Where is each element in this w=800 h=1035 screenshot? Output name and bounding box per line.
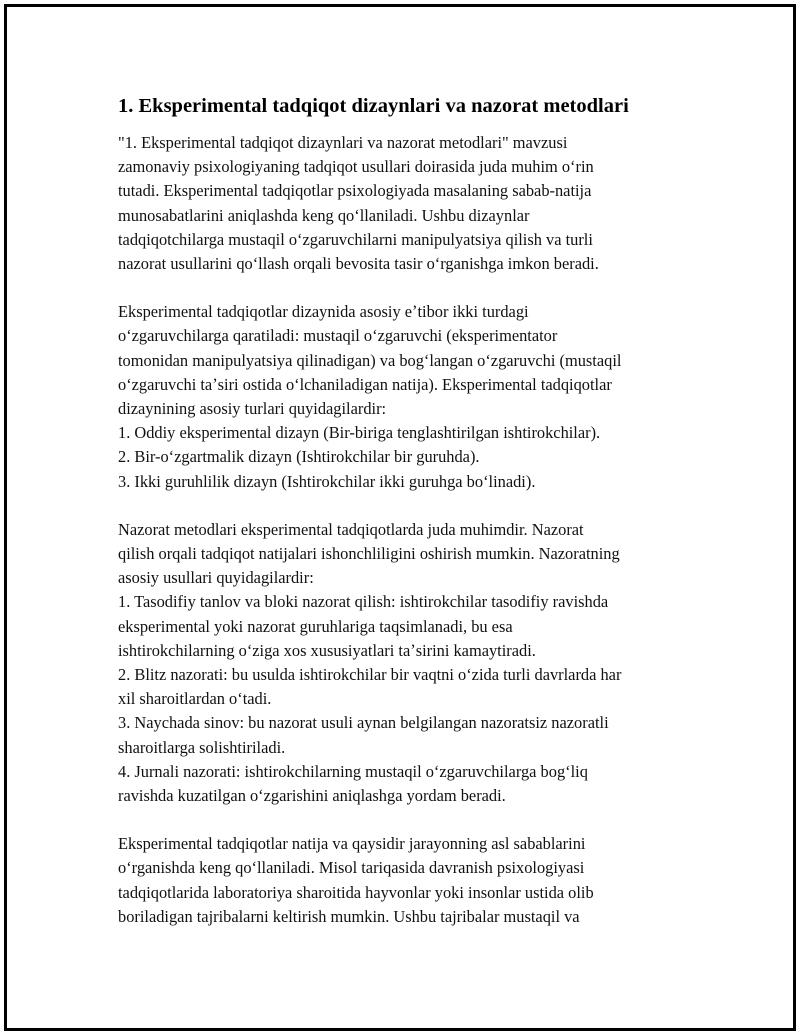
text-line: nazorat usullarini qoʻllash orqali bevosita tasir oʻrganishga imkon beradi. (118, 254, 599, 274)
text-line: tomonidan manipulyatsiya qilinadigan) va bogʻlangan oʻzgaruvchi (mustaqil (118, 350, 622, 370)
list-item: ravishda kuzatilgan oʻzgarishini aniqlashga yordam beradi. (118, 786, 506, 806)
list-item: ishtirokchilarning oʻziga xos xususiyatlari taʼsirini kamaytiradi. (118, 640, 536, 660)
list-item: 1. Tasodifiy tanlov va bloki nazorat qilish: ishtirokchilar tasodifiy ravishda (118, 592, 609, 612)
list-item: 2. Bir-oʻzgartmalik dizayn (Ishtirokchilar bir guruhda). (118, 447, 480, 467)
list-item: 4. Jurnali nazorati: ishtirokchilarning mustaqil oʻzgaruvchilarga bogʻliq (118, 761, 588, 781)
paragraph-intro (118, 131, 688, 276)
document-body (118, 92, 688, 953)
text-line: Eksperimental tadqiqotlar natija va qaysidir jarayonning asl sabablarini (118, 834, 586, 854)
text-line: tadqiqotchilarga mustaqil oʻzgaruvchilarni manipulyatsiya qilish va turli (118, 229, 593, 249)
text-line: munosabatlarini aniqlashda keng qoʻllaniladi. Ushbu dizaynlar (118, 205, 530, 225)
text-line: boriladigan tajribalarni keltirish mumkin. Ushbu tajribalar mustaqil va (118, 906, 580, 926)
list-item: sharoitlarga solishtiriladi. (118, 737, 286, 757)
list-item: 1. Oddiy eksperimental dizayn (Bir-biriga tenglashtirilgan ishtirokchilar). (118, 423, 601, 443)
paragraph-applications (118, 832, 688, 929)
text-line: zamonaviy psixologiyaning tadqiqot usullari doirasida juda muhim oʻrin (118, 157, 594, 177)
text-line: Nazorat metodlari eksperimental tadqiqotlarda juda muhimdir. Nazorat (118, 519, 584, 539)
list-item: 3. Ikki guruhlilik dizayn (Ishtirokchilar ikki guruhga boʻlinadi). (118, 471, 536, 491)
list-item: xil sharoitlardan oʻtadi. (118, 689, 272, 709)
text-line: qilish orqali tadqiqot natijalari ishonchliligini oshirish mumkin. Nazoratning (118, 544, 620, 564)
text-line: oʻzgaruvchilarga qaratiladi: mustaqil oʻzgaruvchi (eksperimentator (118, 326, 558, 346)
text-line: tutadi. Eksperimental tadqiqotlar psixologiyada masalaning sabab-natija (118, 181, 592, 201)
paragraph-control-methods (118, 518, 688, 808)
document-title: 1. Eksperimental tadqiqot dizaynlari va nazorat metodlari (118, 95, 629, 117)
text-line: oʻzgaruvchi taʼsiri ostida oʻlchaniladigan natija). Eksperimental tadqiqotlar (118, 374, 612, 394)
text-line: asosiy usullari quyidagilardir: (118, 568, 314, 588)
text-line: tadqiqotlarida laboratoriya sharoitida hayvonlar yoki insonlar ustida olib (118, 882, 594, 902)
text-line: dizaynining asosiy turlari quyidagilardir: (118, 399, 387, 419)
text-line: Eksperimental tadqiqotlar dizaynida asosiy eʼtibor ikki turdagi (118, 302, 529, 322)
text-line: oʻrganishda keng qoʻllaniladi. Misol tariqasida davranish psixologiyasi (118, 858, 585, 878)
paragraph-design-types (118, 300, 688, 494)
list-item: 2. Blitz nazorati: bu usulda ishtirokchilar bir vaqtni oʻzida turli davrlarda har (118, 665, 622, 685)
list-item: 3. Naychada sinov: bu nazorat usuli aynan belgilangan nazoratsiz nazoratli (118, 713, 609, 733)
list-item: eksperimental yoki nazorat guruhlariga taqsimlanadi, bu esa (118, 616, 513, 636)
text-line: "1. Eksperimental tadqiqot dizaynlari va nazorat metodlari" mavzusi (118, 133, 568, 152)
